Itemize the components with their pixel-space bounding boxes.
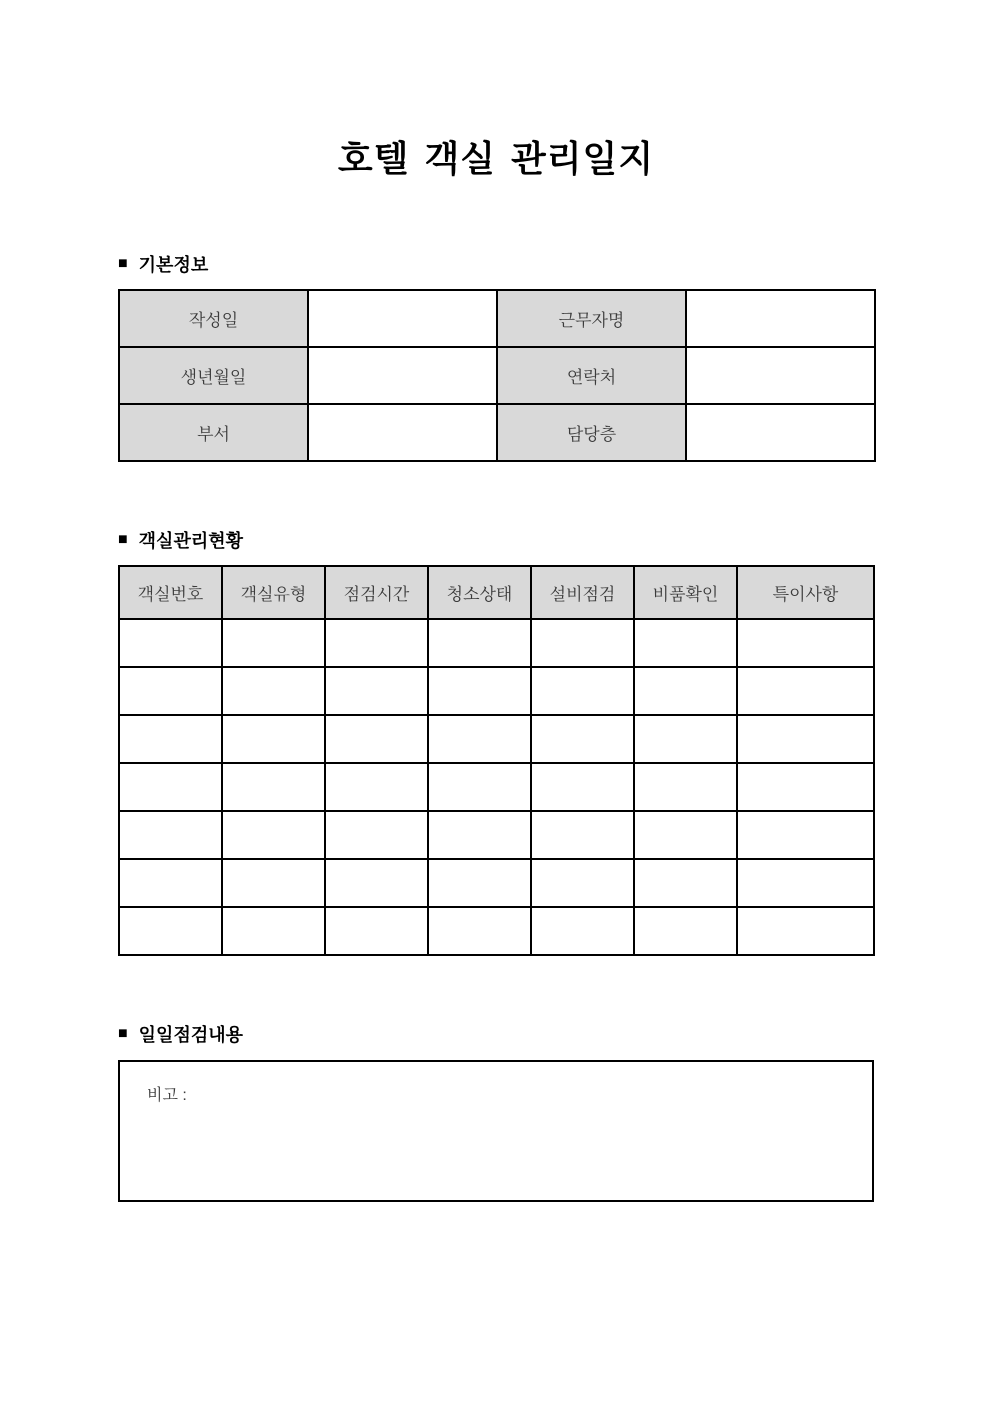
- empty-data-cell[interactable]: [531, 715, 634, 763]
- column-header-room-type: 객실유형: [222, 566, 325, 619]
- empty-data-cell[interactable]: [222, 763, 325, 811]
- empty-data-cell[interactable]: [119, 763, 222, 811]
- column-header-room-number: 객실번호: [119, 566, 222, 619]
- table-row: [119, 715, 874, 763]
- empty-data-cell[interactable]: [634, 907, 737, 955]
- empty-data-cell[interactable]: [531, 763, 634, 811]
- field-label-contact: 연락처: [497, 347, 686, 404]
- empty-data-cell[interactable]: [737, 619, 874, 667]
- empty-data-cell[interactable]: [119, 811, 222, 859]
- empty-data-cell[interactable]: [325, 715, 428, 763]
- empty-data-cell[interactable]: [428, 811, 531, 859]
- section-header-room-status: [118, 527, 243, 553]
- empty-data-cell[interactable]: [119, 667, 222, 715]
- field-value-department[interactable]: [308, 404, 497, 461]
- empty-data-cell[interactable]: [222, 907, 325, 955]
- empty-data-cell[interactable]: [737, 715, 874, 763]
- empty-data-cell[interactable]: [634, 859, 737, 907]
- table-row: [119, 404, 875, 461]
- section-header-basic-info: [118, 251, 208, 277]
- empty-data-cell[interactable]: [119, 619, 222, 667]
- field-value-write-date[interactable]: [308, 290, 497, 347]
- table-row: [119, 763, 874, 811]
- empty-data-cell[interactable]: [428, 619, 531, 667]
- section-heading-text: 기본정보: [138, 255, 209, 275]
- table-row: [119, 619, 874, 667]
- empty-data-cell[interactable]: [531, 667, 634, 715]
- basic-info-table: [118, 289, 876, 462]
- column-header-special-notes: 특이사항: [737, 566, 874, 619]
- empty-data-cell[interactable]: [428, 859, 531, 907]
- empty-data-cell[interactable]: [531, 811, 634, 859]
- table-row: [119, 347, 875, 404]
- empty-data-cell[interactable]: [325, 907, 428, 955]
- field-label-department: 부서: [119, 404, 308, 461]
- section-heading-text: 일일점검내용: [138, 1025, 243, 1045]
- field-label-write-date: 작성일: [119, 290, 308, 347]
- field-value-contact[interactable]: [686, 347, 875, 404]
- empty-data-cell[interactable]: [634, 763, 737, 811]
- room-status-table: [118, 565, 875, 956]
- section-heading-text: 객실관리현황: [138, 531, 243, 551]
- empty-data-cell[interactable]: [428, 763, 531, 811]
- remarks-label: 비고 :: [147, 1087, 187, 1104]
- empty-data-cell[interactable]: [325, 619, 428, 667]
- empty-data-cell[interactable]: [737, 907, 874, 955]
- empty-data-cell[interactable]: [119, 907, 222, 955]
- table-row: [119, 667, 874, 715]
- empty-data-cell[interactable]: [222, 859, 325, 907]
- table-row: [119, 290, 875, 347]
- empty-data-cell[interactable]: [531, 907, 634, 955]
- field-value-birth-date[interactable]: [308, 347, 497, 404]
- page-title: 호텔 객실 관리일지: [337, 138, 655, 179]
- room-status-table-body: [119, 619, 874, 955]
- square-bullet-icon: ■: [118, 531, 128, 548]
- column-header-supplies-check: 비품확인: [634, 566, 737, 619]
- section-header-daily-check: [118, 1021, 243, 1047]
- empty-data-cell[interactable]: [737, 667, 874, 715]
- empty-data-cell[interactable]: [119, 859, 222, 907]
- empty-data-cell[interactable]: [737, 763, 874, 811]
- table-row: [119, 859, 874, 907]
- empty-data-cell[interactable]: [428, 715, 531, 763]
- empty-data-cell[interactable]: [634, 667, 737, 715]
- header-row: [119, 566, 874, 619]
- empty-data-cell[interactable]: [325, 667, 428, 715]
- empty-data-cell[interactable]: [325, 859, 428, 907]
- square-bullet-icon: ■: [118, 255, 128, 272]
- empty-data-cell[interactable]: [634, 715, 737, 763]
- column-header-cleaning-status: 청소상태: [428, 566, 531, 619]
- square-bullet-icon: ■: [118, 1025, 128, 1042]
- empty-data-cell[interactable]: [325, 763, 428, 811]
- field-value-worker-name[interactable]: [686, 290, 875, 347]
- empty-data-cell[interactable]: [737, 859, 874, 907]
- field-value-assigned-floor[interactable]: [686, 404, 875, 461]
- empty-data-cell[interactable]: [428, 907, 531, 955]
- empty-data-cell[interactable]: [531, 619, 634, 667]
- empty-data-cell[interactable]: [222, 811, 325, 859]
- empty-data-cell[interactable]: [428, 667, 531, 715]
- field-label-assigned-floor: 담당층: [497, 404, 686, 461]
- empty-data-cell[interactable]: [222, 619, 325, 667]
- table-row: [119, 907, 874, 955]
- empty-data-cell[interactable]: [634, 811, 737, 859]
- empty-data-cell[interactable]: [325, 811, 428, 859]
- field-label-birth-date: 생년월일: [119, 347, 308, 404]
- empty-data-cell[interactable]: [119, 715, 222, 763]
- empty-data-cell[interactable]: [531, 859, 634, 907]
- empty-data-cell[interactable]: [222, 667, 325, 715]
- column-header-facility-check: 설비점검: [531, 566, 634, 619]
- table-row: [119, 811, 874, 859]
- empty-data-cell[interactable]: [737, 811, 874, 859]
- empty-data-cell[interactable]: [634, 619, 737, 667]
- field-label-worker-name: 근무자명: [497, 290, 686, 347]
- empty-data-cell[interactable]: [222, 715, 325, 763]
- column-header-inspection-time: 점검시간: [325, 566, 428, 619]
- remarks-input-area[interactable]: [118, 1060, 874, 1202]
